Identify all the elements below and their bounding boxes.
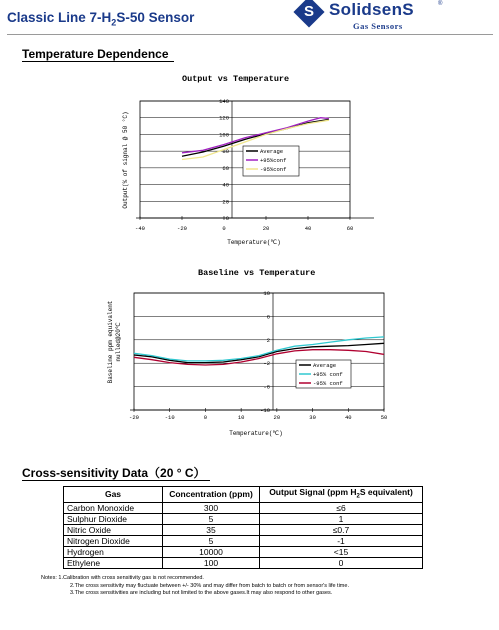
cell-concentration: 35 [163, 524, 260, 535]
cell-output: -1 [260, 535, 423, 546]
table-row [64, 513, 423, 524]
y-tick-label: 2 [266, 336, 270, 344]
y-tick-label: 40 [222, 181, 229, 189]
column-header-gas: Gas [64, 487, 163, 503]
y-tick-label: -10 [260, 407, 270, 414]
x-tick-label: 0 [222, 225, 226, 232]
document-title: Classic Line $7-H_2S-50$ Sensor [7, 10, 195, 28]
cell-gas: Hydrogen [64, 546, 163, 557]
y-axis-label: Baseline ppm equivalent [107, 300, 114, 384]
x-tick-label: 60 [346, 225, 354, 232]
notes-block [41, 575, 349, 598]
y-tick-label: 140 [219, 98, 229, 105]
legend-label: -95% conf [313, 380, 343, 387]
y-tick-label: 100 [219, 131, 229, 139]
x-axis-label: Temperature(℃) [229, 430, 283, 437]
cell-gas: Nitrogen Dioxide [64, 535, 163, 546]
x-tick-label: 40 [344, 414, 352, 421]
header-divider [7, 34, 493, 35]
cell-output: ≤0.7 [260, 524, 423, 535]
cell-gas: Carbon Monoxide [64, 502, 163, 513]
y-tick-label: 80 [222, 148, 229, 156]
table-row [64, 535, 423, 546]
legend-label: Average [313, 362, 337, 369]
x-axis-label: Temperature(℃) [227, 239, 281, 246]
cell-gas: Ethylene [64, 557, 163, 568]
x-tick-label: -20 [177, 225, 187, 232]
logo-tagline: Gas Sensors [353, 21, 403, 31]
cell-concentration: 5 [163, 513, 260, 524]
cell-concentration: 100 [163, 557, 260, 568]
column-header-output-signal: Output Signal (ppm $H_2S$ equivalent) [260, 487, 423, 503]
table-row [64, 546, 423, 557]
x-tick-label: 20 [262, 225, 270, 232]
y-tick-label: 120 [219, 114, 229, 122]
x-tick-label: 50 [380, 414, 388, 421]
section-title-cross-sensitivity: Cross-sensitivity Data（20 ° C） [22, 466, 206, 480]
legend-label: +95%conf [260, 157, 287, 164]
legend-label: +95% conf [313, 371, 343, 378]
chart-title-baseline: Baseline vs Temperature [198, 268, 316, 278]
note-2: 2.The cross sensitivity may fluctuate between +/- 30% and may differ from batch to batch or from sensor's life time. [70, 582, 349, 589]
cell-gas: Nitric Oxide [64, 524, 163, 535]
chart-title-output: Output vs Temperature [182, 74, 290, 84]
logo-registered-mark: ® [438, 1, 443, 7]
cross-sensitivity-table [63, 486, 423, 569]
plot-area [134, 293, 384, 410]
cell-concentration: 10000 [163, 546, 260, 557]
cell-output: 0 [260, 557, 423, 568]
x-tick-label: 40 [304, 225, 312, 232]
x-tick-label: 20 [273, 414, 281, 421]
y-tick-label: -2 [263, 360, 270, 368]
output-vs-temperature-chart [0, 92, 499, 262]
x-tick-label: 10 [237, 414, 245, 421]
y-axis-label: nulled@20℃ [115, 322, 122, 362]
cell-concentration: 300 [163, 502, 260, 513]
x-tick-label: -20 [129, 414, 139, 421]
y-axis-label: Output(% of signal @ 50 °C) [122, 111, 129, 209]
note-1: Notes: 1.Calibration with cross sensitivity gas is not recommended. [41, 575, 204, 581]
note-3: 3.The cross sensitivities are including but not limited to the above gases.It may also respond to other gases. [70, 590, 333, 596]
y-tick-label: -6 [263, 383, 270, 391]
cell-concentration: 5 [163, 535, 260, 546]
logo-name: SolidsenS [329, 0, 414, 19]
cell-output: <15 [260, 546, 423, 557]
legend-label: -95%conf [260, 166, 287, 173]
table-row [64, 524, 423, 535]
y-tick-label: 0 [225, 215, 229, 222]
table-row [64, 557, 423, 568]
y-tick-label: 60 [222, 164, 229, 172]
section-underline [22, 61, 174, 62]
table-header-row [64, 487, 423, 503]
y-tick-label: 10 [263, 290, 270, 297]
section-underline [22, 480, 210, 481]
cell-gas: Sulphur Dioxide [64, 513, 163, 524]
logo-mark: S [303, 3, 314, 20]
baseline-vs-temperature-chart [0, 285, 499, 450]
x-tick-label: 30 [309, 414, 316, 421]
cell-output: 1 [260, 513, 423, 524]
company-logo [298, 0, 448, 34]
x-tick-label: 0 [203, 414, 208, 421]
section-title-temperature-dependence: Temperature Dependence [22, 47, 169, 61]
x-tick-label: -10 [164, 414, 175, 421]
legend-label: Average [260, 148, 284, 155]
table-row [64, 502, 423, 513]
y-tick-label: 6 [266, 313, 270, 321]
x-tick-label: -40 [135, 225, 145, 232]
y-tick-label: 20 [222, 198, 229, 206]
column-header-concentration: Concentration (ppm) [163, 487, 260, 503]
cell-output: ≤6 [260, 502, 423, 513]
